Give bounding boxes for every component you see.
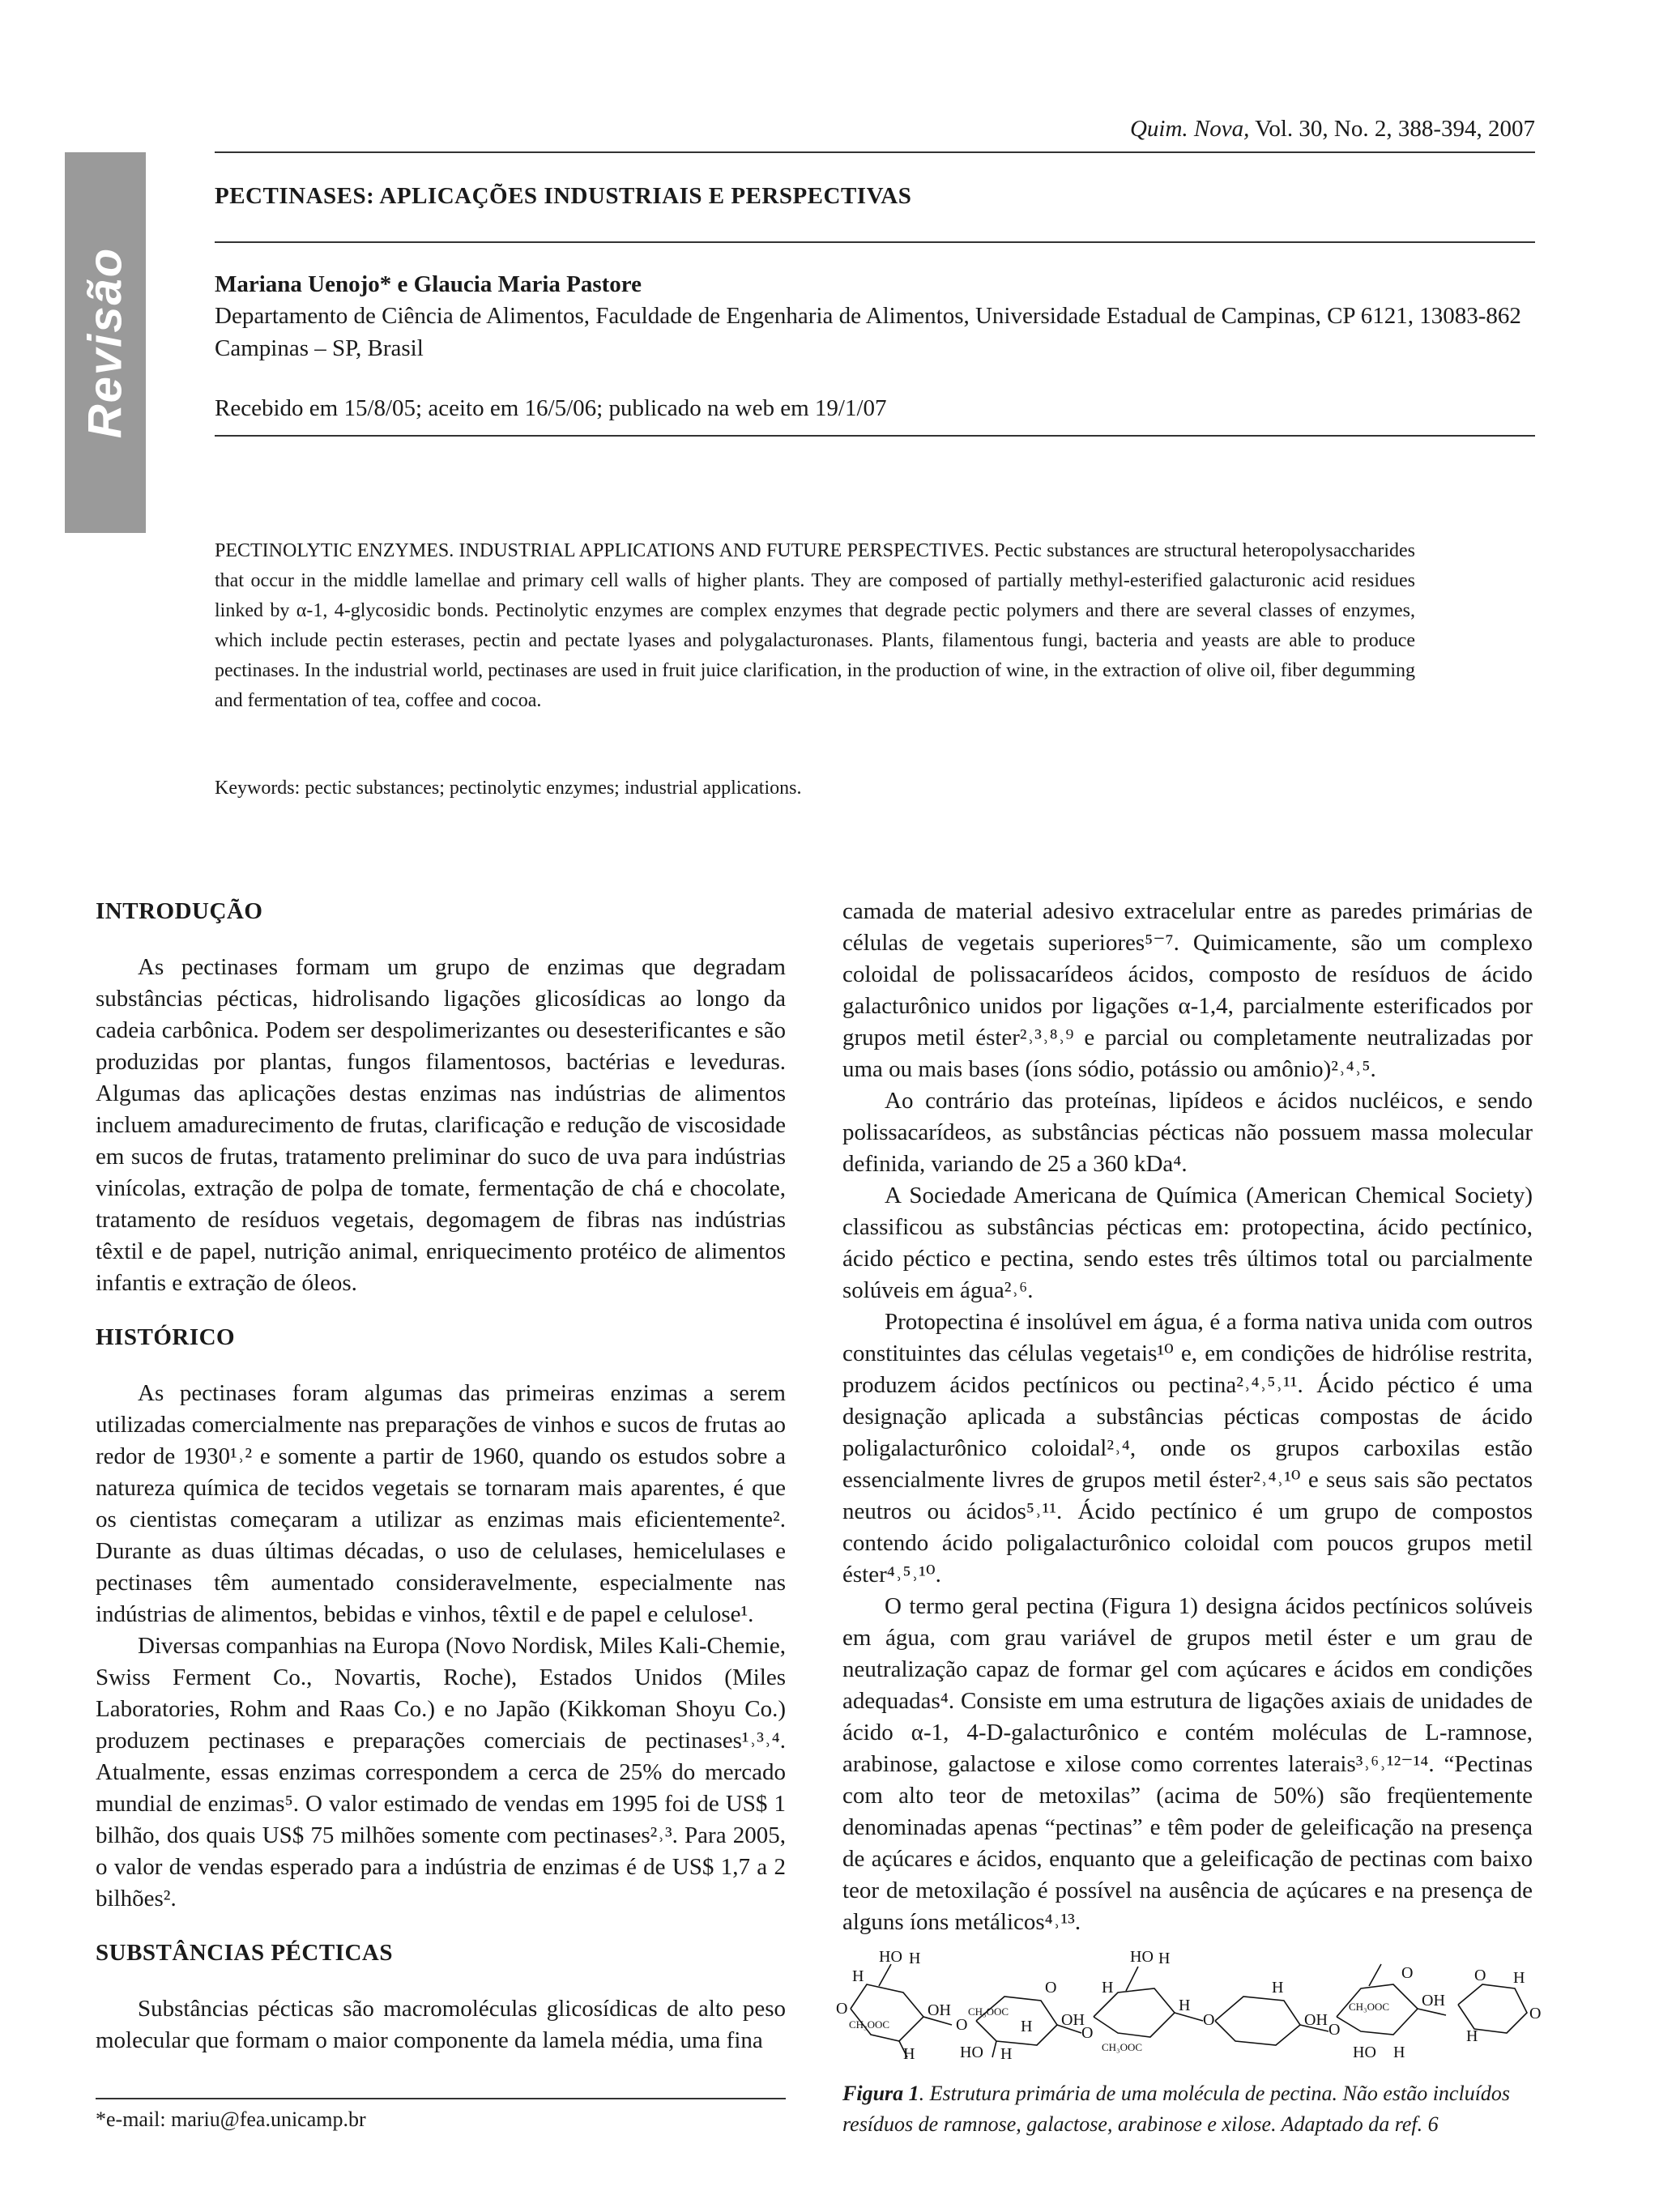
atom-label-ester: CH₃OOC	[968, 2005, 1009, 2018]
atom-label-h: H	[1021, 2018, 1033, 2035]
article-title: PECTINASES: APLICAÇÕES INDUSTRIAIS E PERSPECTIVAS	[215, 183, 912, 209]
paragraph-right-3: A Sociedade Americana de Química (American Chemical Society) classificou as substâncias pécticas em: protopectina, ácido pectínico, ácido péctico e pectina, sendo estes três últimos total ou parcialmente solúveis em água²˒⁶.	[842, 1183, 1533, 1303]
figure-caption-label: Figura 1	[842, 2082, 919, 2105]
atom-label-h: H	[1158, 1950, 1171, 1967]
atom-label-h: H	[1179, 1997, 1191, 2014]
heading-substancias-pecticas: SUBSTÂNCIAS PÉCTICAS	[96, 1940, 393, 1966]
section-tab	[65, 152, 146, 533]
atom-label-h: H	[1000, 2045, 1013, 2063]
atom-label-o: O	[1401, 1964, 1414, 1982]
paragraph-right-5: O termo geral pectina (Figura 1) designa ácidos pectínicos solúveis em água, com grau variável de grupos metil éster e um grau de neutralização capaz de formar gel com açúcares e ácidos em condições adequadas⁴. Consiste em uma estrutura de ligações axiais de unidades de ácido α-1, 4-D-galacturônico e contém moléculas de L-ramnose, arabinose, galactose e xilose como correntes laterais³˒⁶˒¹²⁻¹⁴. “Pectinas com alto teor de metoxilas” (acima de 50%) são freqüentemente denominadas apenas “pectinas” e têm poder de geleificação na presença de açúcares e ácidos, enquanto que a geleificação de pectinas com baixo teor de metoxilação é possível na ausência de açúcares e na presença de alguns íons metálicos⁴˒¹³.	[842, 1593, 1533, 1935]
journal-citation	[1130, 116, 1535, 143]
paragraph-hist-1: As pectinases foram algumas das primeiras enzimas a serem utilizadas comercialmente nas preparações de vinhos e sucos de frutas ao redor de 1930¹˒² e somente a partir de 1960, quando os estudos sobre a natureza química de tecidos vegetais se tornaram mais aparentes, é que os cientistas começaram a utilizar as enzimas mais eficientemente². Durante as duas últimas décadas, o uso de celulases, hemicelulases e pectinases têm aumentado consideravelmente, especialmente nas indústrias de alimentos, bebidas e vinhos, têxtil e de papel e celulose¹.	[96, 1380, 786, 1627]
paragraph-right-2: Ao contrário das proteínas, lipídeos e ácidos nucléicos, e sendo polissacarídeos, as substâncias pécticas não possuem massa molecular definida, variando de 25 a 360 kDa⁴.	[842, 1088, 1533, 1177]
paragraph-right-4: Protopectina é insolúvel em água, é a forma nativa unida com outros constituintes das células vegetais¹⁰ e, em condições de hidrólise restrita, produzem ácidos pectínicos ou pectina²˒⁴˒⁵˒¹¹. Ácido péctico é uma designação aplicada a substâncias pécticas compostas de ácido poligalacturônico coloidal²˒⁴, onde os grupos carboxilas estão essencialmente livres de grupos metil éster²˒⁴˒¹⁰ e seus sais são pectatos neutros ou ácidos⁵˒¹¹. Ácido pectínico é um grupo de compostos contendo ácido poligalacturônico coloidal com poucos grupos metil éster⁴˒⁵˒¹⁰.	[842, 1309, 1533, 1588]
atom-label-ester: CH₃OOC	[849, 2018, 890, 2031]
atom-label-h: H	[903, 2045, 915, 2063]
heading-introducao: INTRODUÇÃO	[96, 898, 263, 924]
pectin-structure-figure	[834, 1944, 1542, 2065]
abstract: PECTINOLYTIC ENZYMES. INDUSTRIAL APPLICATIONS AND FUTURE PERSPECTIVES. Pectic substances are structural heteropolysaccharides that occur in the middle lamellae and primary cell walls of higher plants. They are composed of partially methyl-esterified galacturonic acid residues linked by α-1, 4-glycosidic bonds. Pectinolytic enzymes are complex enzymes that degrade pectic polymers and there are several classes of enzymes, which include pectin esterases, pectin and pectate lyases and polygalacturonases. Plants, filamentous fungi, bacteria and yeasts are able to produce pectinases. In the industrial world, pectinases are used in fruit juice clarification, in the production of wine, in the extraction of olive oil, fiber degumming and fermentation of tea, coffee and cocoa.	[215, 540, 1415, 711]
atom-label-h: H	[1393, 2044, 1405, 2061]
atom-label-h: H	[1272, 1979, 1284, 1997]
atom-label-oh: OH	[1061, 2011, 1085, 2029]
atom-label-o: O	[1045, 1979, 1057, 1997]
received-dates: Recebido em 15/8/05; aceito em 16/5/06; publicado na web em 19/1/07	[215, 395, 887, 421]
atom-label-o: O	[1328, 2021, 1341, 2039]
atom-label-oh: OH	[928, 2001, 951, 2019]
atom-label-o: O	[836, 2000, 848, 2018]
journal-name: Quim. Nova,	[1129, 116, 1250, 142]
atom-label-h: H	[909, 1950, 921, 1967]
section-tab-label: Revisão	[79, 246, 132, 439]
atom-label-ho: HO	[960, 2044, 983, 2061]
dates-rule	[215, 435, 1535, 437]
atom-label-o: O	[1081, 2024, 1094, 2042]
figure-caption	[842, 2078, 1533, 2140]
heading-historico: HISTÓRICO	[96, 1324, 236, 1350]
atom-label-o: O	[1203, 2011, 1215, 2029]
header-rule	[215, 151, 1535, 153]
atom-label-ho: HO	[1353, 2044, 1376, 2061]
authors: Mariana Uenojo* e Glaucia Maria Pastore	[215, 271, 642, 297]
keywords: Keywords: pectic substances; pectinolytic enzymes; industrial applications.	[215, 778, 802, 799]
figure-caption-text: . Estrutura primária de uma molécula de pectina. Não estão incluídos resíduos de ramnose, galactose, arabinose e xilose. Adaptado da ref. 6	[842, 2082, 1511, 2136]
pectin-atom-labels	[836, 1948, 1541, 2063]
paragraph-hist-2: Diversas companhias na Europa (Novo Nordisk, Miles Kali-Chemie, Swiss Ferment Co., Novartis, Roche), Estados Unidos (Miles Laboratories, Rohm and Raas Co.) e no Japão (Kikkoman Shoyu Co.) produzem pectinases e preparações comerciais de pectinases¹˒³˒⁴. Atualmente, essas enzimas correspondem a cerca de 25% do mercado mundial de enzimas⁵. O valor estimado de vendas em 1995 foi de US$ 1 bilhão, dos quais US$ 75 milhões somente com pectinases²˒³. Para 2005, o valor de vendas esperado para a indústria de enzimas é de US$ 1,7 a 2 bilhões².	[96, 1633, 786, 1912]
atom-label-h: H	[1102, 1979, 1114, 1997]
paragraph-subst-1: Substâncias pécticas são macromoléculas glicosídicas de alto peso molecular que formam o maior componente da lamela média, uma fina	[96, 1996, 786, 2053]
atom-label-o: O	[956, 2016, 968, 2034]
atom-label-oh: OH	[1304, 2011, 1328, 2029]
left-column	[96, 896, 786, 2056]
journal-details: Vol. 30, No. 2, 388-394, 2007	[1249, 116, 1535, 142]
paragraph-right-1: camada de material adesivo extracelular entre as paredes primárias de células de vegetais superiores⁵⁻⁷. Quimicamente, são um complexo coloidal de polissacarídeos ácidos, composto de resíduos de ácido galacturônico unidos por ligações α-1,4, parcialmente esterificados por grupos metil éster²˒³˒⁸˒⁹ e parcial ou completamente neutralizadas por uma ou mais bases (íons sódio, potássio ou amônio)²˒⁴˒⁵.	[842, 898, 1533, 1082]
title-rule	[215, 241, 1535, 243]
affiliation: Departamento de Ciência de Alimentos, Faculdade de Engenharia de Alimentos, Universidade Estadual de Campinas, CP 6121, 13083-862 Campinas – SP, Brasil	[215, 303, 1521, 361]
atom-label-h: H	[852, 1967, 864, 1985]
right-column	[842, 896, 1533, 1938]
footnote-rule	[96, 2098, 786, 2099]
atom-label-ester: CH₃OOC	[1102, 2041, 1143, 2053]
atom-label-h: H	[1513, 1969, 1525, 1987]
atom-label-ho: HO	[879, 1948, 902, 1966]
atom-label-ho: HO	[1130, 1948, 1154, 1966]
atom-label-o: O	[1474, 1967, 1486, 1984]
atom-label-ester: CH₃OOC	[1349, 2001, 1390, 2013]
footnote-email: *e-mail: mariu@fea.unicamp.br	[96, 2108, 366, 2131]
atom-label-oh: OH	[1422, 1992, 1445, 2010]
paragraph-intro-1: As pectinases formam um grupo de enzimas que degradam substâncias pécticas, hidrolisando ligações glicosídicas ao longo da cadeia carbônica. Podem ser despolimerizantes ou desesterificantes e são produzidas por plantas, fungos filamentosos, bactérias e leveduras. Algumas das aplicações destas enzimas nas indústrias de alimentos incluem amadurecimento de frutas, clarificação e redução de viscosidade em sucos de frutas, tratamento preliminar do suco de uva para indústrias vinícolas, extração de polpa de tomate, fermentação de chá e chocolate, tratamento de resíduos vegetais, degomagem de fibras nas indústrias têxtil e de papel, nutrição animal, enriquecimento protéico de alimentos infantis e extração de óleos.	[96, 954, 786, 1296]
atom-label-h: H	[1466, 2027, 1478, 2045]
atom-label-o: O	[1529, 2005, 1542, 2022]
